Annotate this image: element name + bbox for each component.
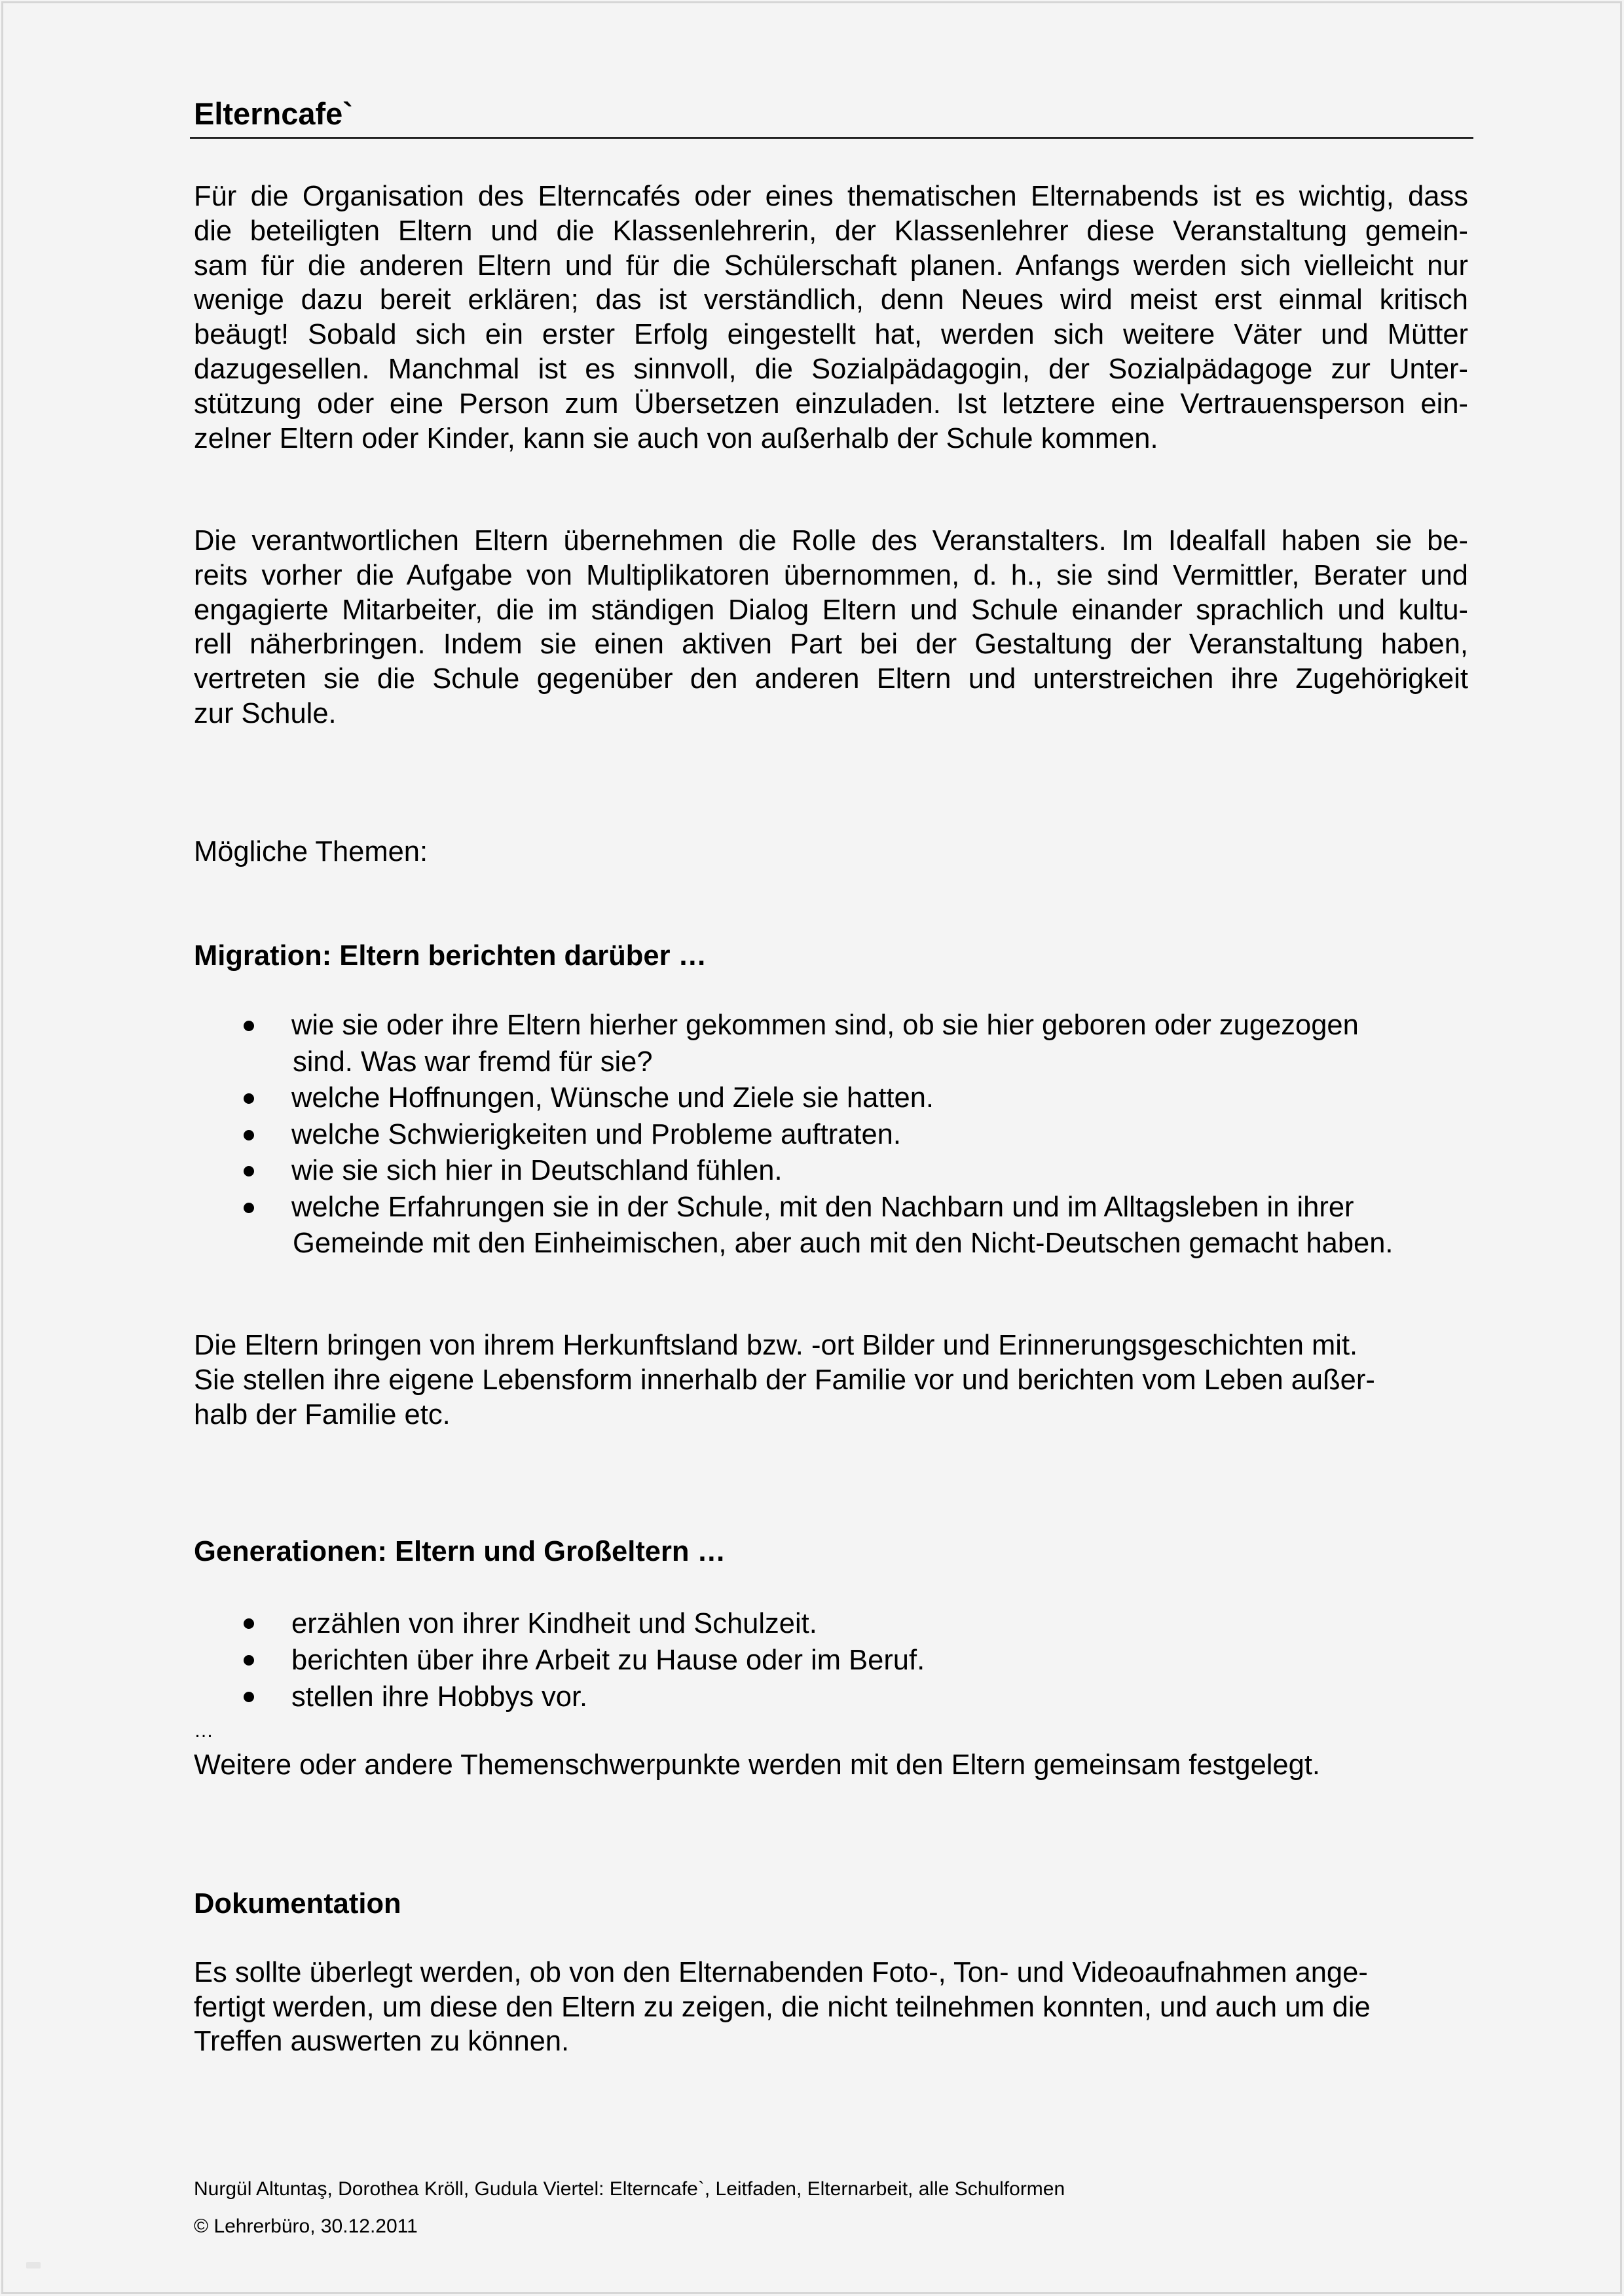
list-item: [194, 1117, 1468, 1154]
bullet-icon: [244, 1166, 254, 1176]
topics-label: Mögliche Themen:: [194, 836, 428, 867]
paragraph-line: die beteiligten Eltern und die Klassenlehrerin, der Klassenlehrer diese Veranstaltung gemein-: [194, 215, 1468, 247]
list-item-text: stellen ihre Hobbys vor.: [291, 1681, 588, 1713]
list-item-text: welche Erfahrungen sie in der Schule, mit den Nachbarn und im Alltagsleben in ihrer: [291, 1191, 1354, 1223]
paragraph-line: reits vorher die Aufgabe von Multiplikatoren übernommen, d. h., sie sind Vermittler, Berater und: [194, 559, 1468, 591]
footer-copyright: © Lehrerbüro, 30.12.2011: [194, 2215, 418, 2237]
list-item: [194, 1190, 1468, 1262]
list-item-text: Gemeinde mit den Einheimischen, aber auch mit den Nicht-Deutschen gemacht haben.: [293, 1228, 1393, 1259]
bullet-icon: [244, 1655, 254, 1666]
list-item-text: sind. Was war fremd für sie?: [293, 1046, 653, 1078]
list-item: [194, 1153, 1468, 1190]
paragraph-line: zur Schule.: [194, 697, 337, 729]
paragraph-line: zelner Eltern oder Kinder, kann sie auch von außerhalb der Schule kommen.: [194, 422, 1158, 454]
migration-bullet-list: [194, 1008, 1468, 1262]
organizer-paragraph: [194, 524, 1468, 731]
list-item-text: welche Hoffnungen, Wünsche und Ziele sie hatten.: [291, 1082, 934, 1114]
paragraph-line: wenige dazu bereit erklären; das ist verständlich, denn Neues wird meist erst einmal kritisch: [194, 284, 1468, 316]
bullet-icon: [244, 1618, 254, 1629]
list-item-text: berichten über ihre Arbeit zu Hause oder im Beruf.: [291, 1645, 925, 1676]
bullet-icon: [244, 1203, 254, 1213]
generations-bullet-list: [194, 1605, 1468, 1715]
document-title: Elterncafe`: [194, 96, 353, 131]
paragraph-line: Für die Organisation des Elterncafés oder eines thematischen Elternabends ist es wichtig, dass: [194, 181, 1468, 212]
paragraph-line: Es sollte überlegt werden, ob von den Elternabenden Foto-, Ton- und Videoaufnahmen ange-: [194, 1957, 1368, 1988]
paragraph-line: fertigt werden, um diese den Eltern zu zeigen, die nicht teilnehmen konnten, und auch um die: [194, 1991, 1371, 2023]
list-item-text: welche Schwierigkeiten und Probleme auftraten.: [291, 1118, 901, 1150]
intro-paragraph: [194, 179, 1468, 456]
generations-heading: Generationen: Eltern und Großeltern …: [194, 1536, 726, 1567]
bullet-icon: [244, 1021, 254, 1031]
ellipsis: …: [194, 1720, 213, 1741]
list-item: [194, 1080, 1468, 1117]
list-item: [194, 1679, 1468, 1715]
paragraph-line: vertreten sie die Schule gegenüber den anderen Eltern und unterstreichen ihre Zugehörigkeit: [194, 663, 1468, 695]
list-item: [194, 1605, 1468, 1642]
paragraph-line: sam für die anderen Eltern und für die Schülerschaft planen. Anfangs werden sich vielleicht nur: [194, 249, 1468, 282]
title-underline-rule: [190, 137, 1473, 139]
paragraph-line: beäugt! Sobald sich ein erster Erfolg eingestellt hat, werden sich weitere Väter und Mütter: [194, 319, 1468, 351]
paragraph-line: dazugesellen. Manchmal ist es sinnvoll, die Sozialpädagogin, der Sozialpädagoge zur Unter-: [194, 353, 1468, 385]
list-item: [194, 1642, 1468, 1679]
documentation-paragraph: [194, 1956, 1468, 2059]
bullet-icon: [244, 1692, 254, 1702]
bullet-icon: [244, 1093, 254, 1104]
paragraph-line: stützung oder eine Person zum Übersetzen einzuladen. Ist letztere eine Vertrauensperson ein-: [194, 388, 1468, 420]
paragraph-line: Die Eltern bringen von ihrem Herkunftsland bzw. -ort Bilder und Erinnerungsgeschichten mit.: [194, 1330, 1358, 1361]
migration-heading: Migration: Eltern berichten darüber …: [194, 940, 707, 972]
bullet-icon: [244, 1130, 254, 1140]
list-item: [194, 1008, 1468, 1080]
watermark-mark: [26, 2262, 41, 2269]
paragraph-line: Sie stellen ihre eigene Lebensform innerhalb der Familie vor und berichten vom Leben außer-: [194, 1364, 1375, 1396]
paragraph-line: halb der Familie etc.: [194, 1399, 451, 1430]
paragraph-line: rell näherbringen. Indem sie einen aktiven Part bei der Gestaltung der Veranstaltung haben,: [194, 629, 1468, 661]
list-item-text: erzählen von ihrer Kindheit und Schulzeit.: [291, 1608, 817, 1639]
paragraph-line: Treffen auswerten zu können.: [194, 2026, 570, 2057]
generations-closing-text: Weitere oder andere Themenschwerpunkte werden mit den Eltern gemeinsam festgelegt.: [194, 1749, 1320, 1781]
list-item-text: wie sie oder ihre Eltern hierher gekommen sind, ob sie hier geboren oder zugezogen: [291, 1010, 1359, 1041]
migration-paragraph: [194, 1328, 1468, 1432]
paragraph-line: Die verantwortlichen Eltern übernehmen die Rolle des Veranstalters. Im Idealfall haben sie be-: [194, 525, 1468, 556]
documentation-heading: Dokumentation: [194, 1888, 401, 1920]
list-item-text: wie sie sich hier in Deutschland fühlen.: [291, 1155, 783, 1186]
paragraph-line: engagierte Mitarbeiter, die im ständigen Dialog Eltern und Schule einander sprachlich und kultu-: [194, 594, 1468, 626]
footer-credits: Nurgül Altuntaş, Dorothea Kröll, Gudula Viertel: Elterncafe`, Leitfaden, Elternarbeit, alle Schulformen: [194, 2178, 1065, 2200]
